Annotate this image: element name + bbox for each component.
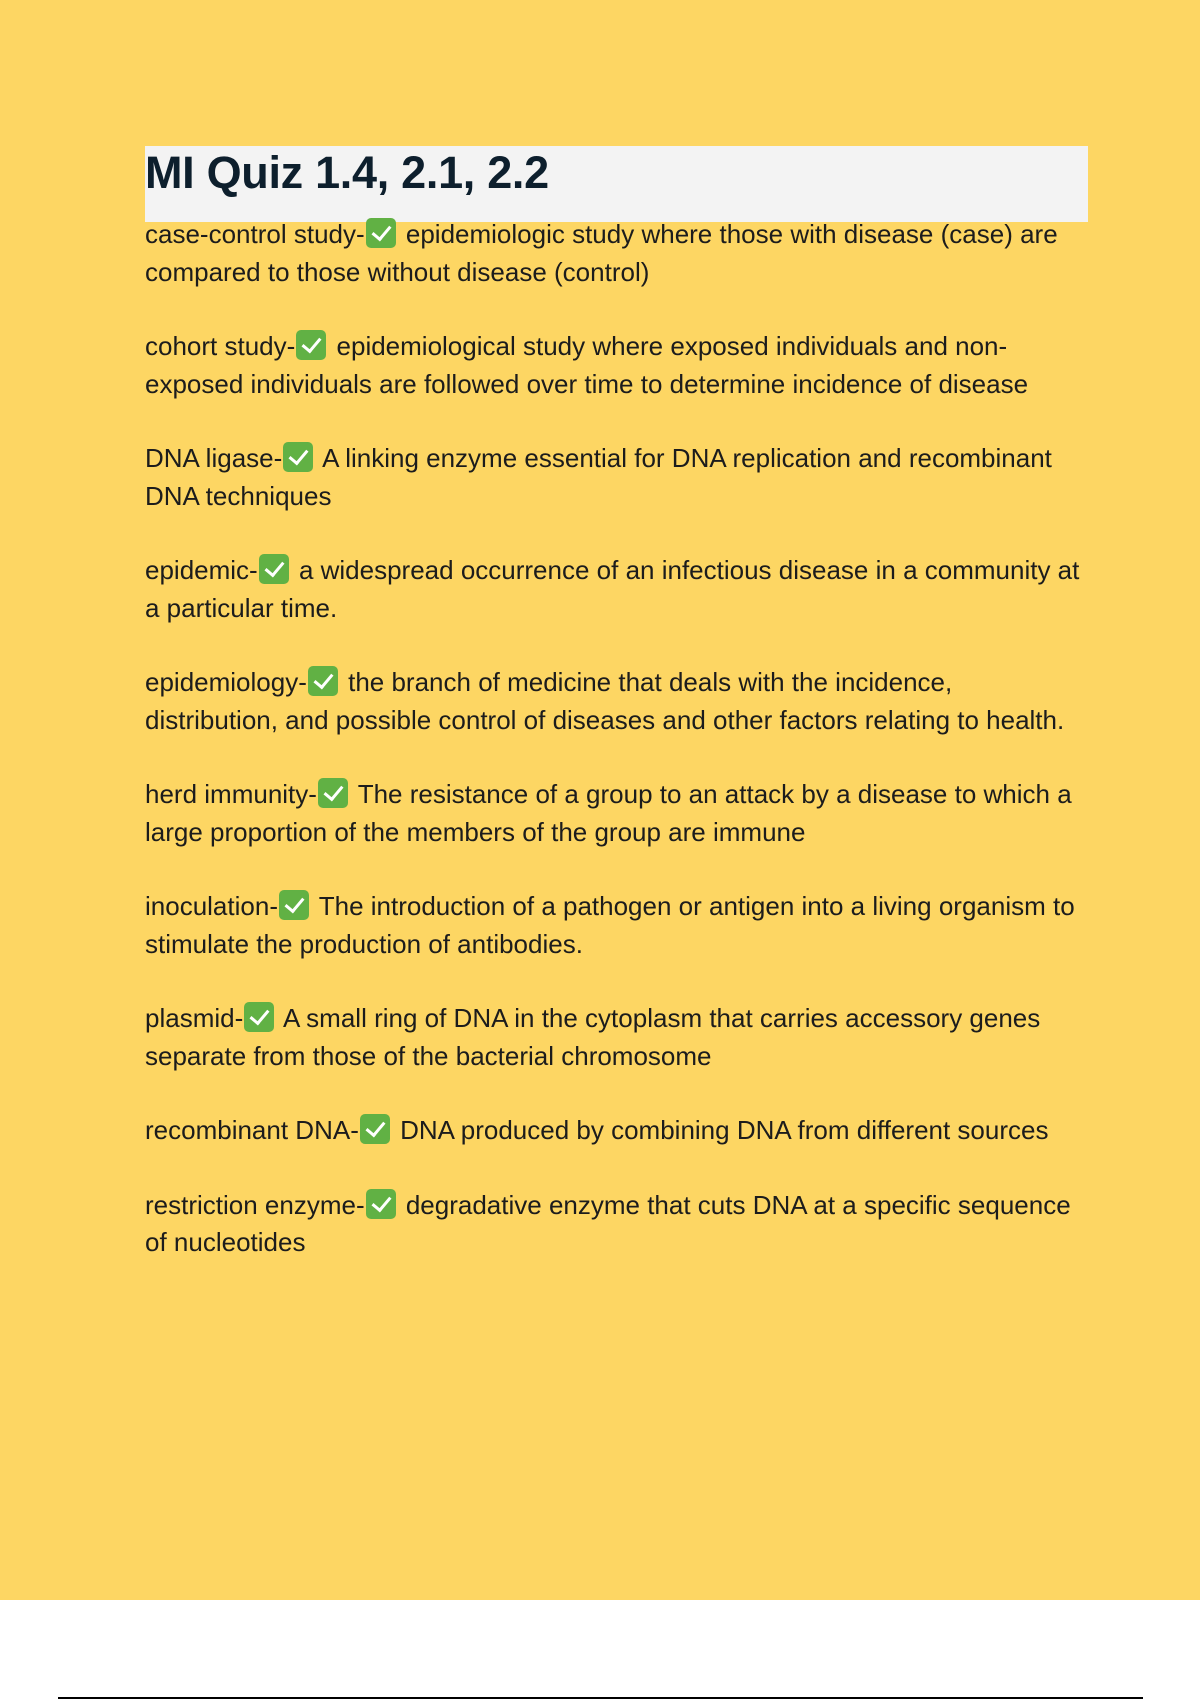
check-mark-icon — [244, 1002, 274, 1032]
footer-divider — [58, 1697, 1143, 1699]
definition-list — [145, 216, 1090, 1299]
check-mark-icon — [296, 330, 326, 360]
entry-term: DNA ligase- — [145, 443, 283, 473]
entry-definition: A linking enzyme essential for DNA replication and recombinant DNA techniques — [145, 443, 1052, 511]
entry-definition: a widespread occurrence of an infectious disease in a community at a particular time. — [145, 555, 1080, 623]
entry-term: restriction enzyme- — [145, 1189, 365, 1220]
definition-entry — [145, 1187, 1090, 1262]
definition-entry — [145, 1112, 1090, 1150]
definition-entry — [145, 1000, 1090, 1075]
entry-term: epidemic- — [145, 555, 258, 585]
check-mark-icon — [283, 442, 313, 472]
definition-entry — [145, 776, 1090, 851]
page-title: MI Quiz 1.4, 2.1, 2.2 — [145, 147, 549, 198]
definition-entry — [145, 888, 1090, 963]
entry-definition: the branch of medicine that deals with the incidence, distribution, and possible control of diseases and other factors relating to health. — [145, 667, 1065, 735]
definition-entry — [145, 440, 1090, 515]
entry-term: cohort study- — [145, 331, 296, 361]
entry-definition: The resistance of a group to an attack by a disease to which a large proportion of the members of the group are immune — [145, 779, 1072, 847]
entry-definition: The introduction of a pathogen or antigen into a living organism to stimulate the production of antibodies. — [145, 891, 1075, 959]
definition-entry — [145, 216, 1090, 291]
check-mark-icon — [366, 218, 396, 248]
check-mark-icon — [279, 890, 309, 920]
entry-term: herd immunity- — [145, 779, 317, 809]
check-mark-icon — [360, 1114, 390, 1144]
entry-definition: epidemiological study where exposed individuals and non-exposed individuals are followed over time to determine incidence of disease — [145, 331, 1029, 399]
check-mark-icon — [318, 778, 348, 808]
entry-term: case-control study- — [145, 219, 365, 249]
entry-definition: degradative enzyme that cuts DNA at a specific sequence of nucleotides — [145, 1189, 1071, 1257]
entry-term: inoculation- — [145, 891, 278, 921]
check-mark-icon — [259, 554, 289, 584]
definition-entry — [145, 328, 1090, 403]
entry-term: epidemiology- — [145, 667, 307, 697]
entry-term: plasmid- — [145, 1003, 244, 1033]
definition-entry — [145, 664, 1090, 739]
check-mark-icon — [308, 666, 338, 696]
entry-definition: epidemiologic study where those with disease (case) are compared to those without disease (control) — [145, 219, 1058, 287]
definition-entry — [145, 552, 1090, 627]
entry-term: recombinant DNA- — [145, 1115, 359, 1145]
check-mark-icon — [366, 1189, 396, 1219]
entry-definition: A small ring of DNA in the cytoplasm that carries accessory genes separate from those of the bacterial chromosome — [145, 1003, 1041, 1071]
entry-definition: DNA produced by combining DNA from different sources — [392, 1115, 1049, 1145]
